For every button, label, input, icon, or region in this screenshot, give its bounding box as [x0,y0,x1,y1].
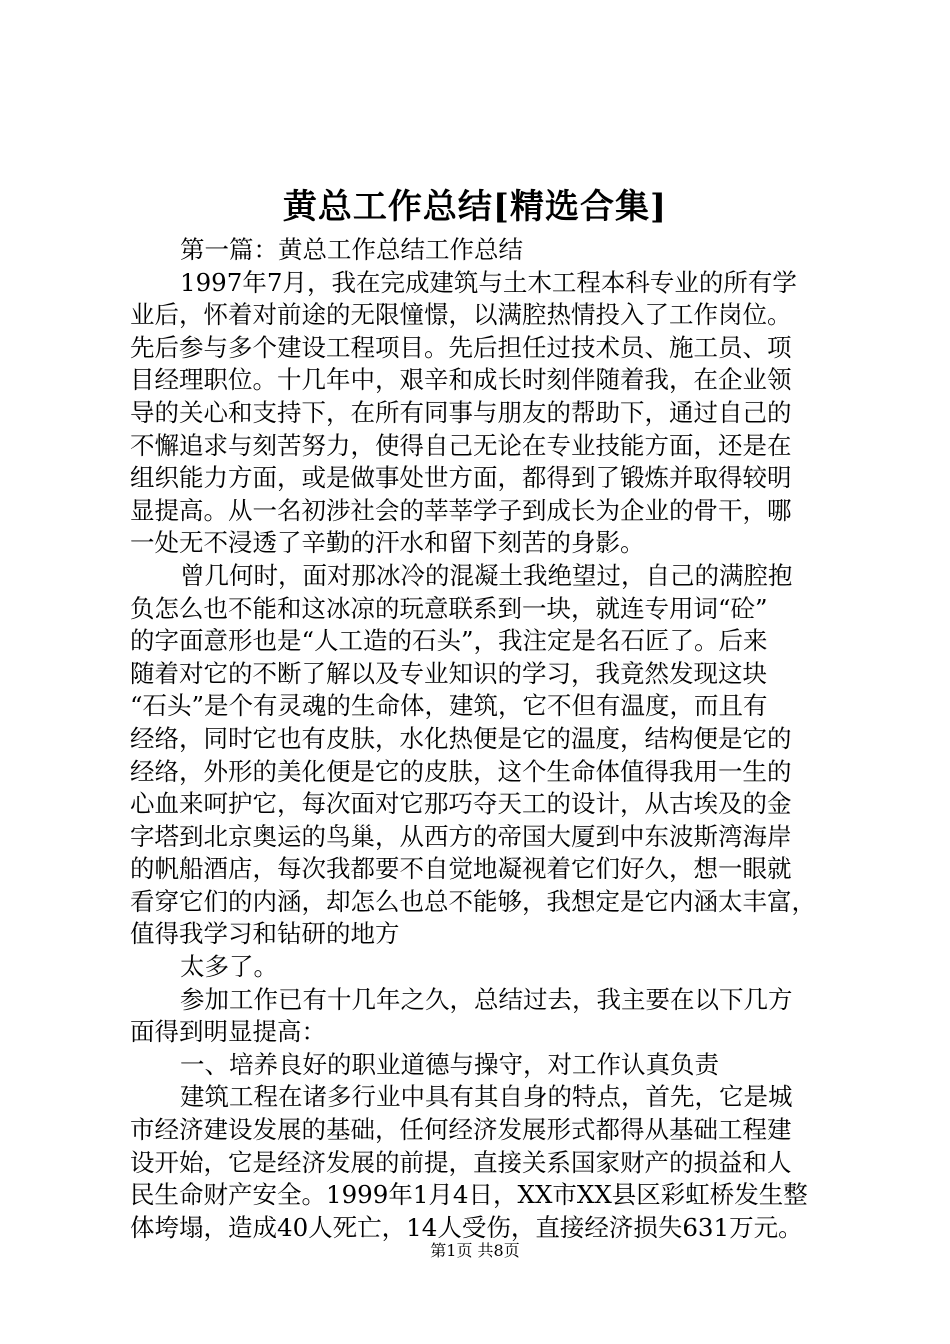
text-line: 面得到明显提高： [130,1017,326,1047]
text-line: 曾几何时，面对那冰冷的混凝土我绝望过，自己的满腔抱 [180,560,793,590]
text-line: 建筑工程在诸多行业中具有其自身的特点，首先，它是城 [180,1082,793,1112]
text-line: 字塔到北京奥运的鸟巢，从西方的帝国大厦到中东波斯湾海岸 [130,821,792,851]
text-line: 组织能力方面，或是做事处世方面，都得到了锻炼并取得较明 [130,463,792,493]
document-title: 黄总工作总结[精选合集] [282,187,668,227]
page-footer: 第1页 共8页 [430,1241,520,1260]
text-line: 显提高。从一名初涉社会的莘莘学子到成长为企业的骨干，哪 [130,495,792,525]
text-line: 设开始，它是经济发展的前提，直接关系国家财产的损益和人 [130,1147,792,1177]
text-line: 目经理职位。十几年中，艰辛和成长时刻伴随着我，在企业领 [130,365,792,395]
text-line: 随着对它的不断了解以及专业知识的学习，我竟然发现这块 [130,658,767,688]
text-line: 经络，同时它也有皮肤，水化热便是它的温度，结构便是它的 [130,723,792,753]
text-line: 民生命财产安全。1999年1月4日，XX市XX县区彩虹桥发生整 [130,1180,808,1210]
text-line: 市经济建设发展的基础，任何经济发展形式都得从基础工程建 [130,1115,792,1145]
text-line: 先后参与多个建设工程项目。先后担任过技术员、施工员、项 [130,332,792,362]
text-line: 看穿它们的内涵，却怎么也总不能够，我想定是它内涵太丰富， [130,886,816,916]
text-line: “石头”是个有灵魂的生命体，建筑，它不但有温度，而且有 [130,691,768,721]
text-line: 一处无不浸透了辛勤的汗水和留下刻苦的身影。 [130,528,645,558]
text-line: 心血来呵护它，每次面对它那巧夺天工的设计，从古埃及的金 [130,789,792,819]
text-line: 第一篇：黄总工作总结工作总结 [180,235,523,264]
text-line: 参加工作已有十几年之久，总结过去，我主要在以下几方 [180,984,793,1014]
text-line: 太多了。 [180,952,278,982]
text-line: 的帆船酒店，每次我都要不自觉地凝视着它们好久，想一眼就 [130,854,792,884]
text-line: 导的关心和支持下，在所有同事与朋友的帮助下，通过自己的 [130,397,792,427]
text-line: 体垮塌，造成40人死亡，14人受伤，直接经济损失631万元。 [130,1212,803,1242]
text-line: 值得我学习和钻研的地方 [130,919,400,949]
document-body [130,234,845,1244]
text-line: 业后，怀着对前途的无限憧憬，以满腔热情投入了工作岗位。 [130,300,792,330]
text-line: 不懈追求与刻苦努力，使得自己无论在专业技能方面，还是在 [130,430,792,460]
text-line: 经络，外形的美化便是它的皮肤，这个生命体值得我用一生的 [130,756,792,786]
text-line: 一、培养良好的职业道德与操守，对工作认真负责 [180,1049,719,1079]
text-line: 负怎么也不能和这冰凉的玩意联系到一块，就连专用词“砼” [130,593,768,623]
text-line: 的字面意形也是“人工造的石头”，我注定是名石匠了。后来 [130,626,768,656]
text-line: 1997年7月，我在完成建筑与土木工程本科专业的所有学 [180,267,797,297]
